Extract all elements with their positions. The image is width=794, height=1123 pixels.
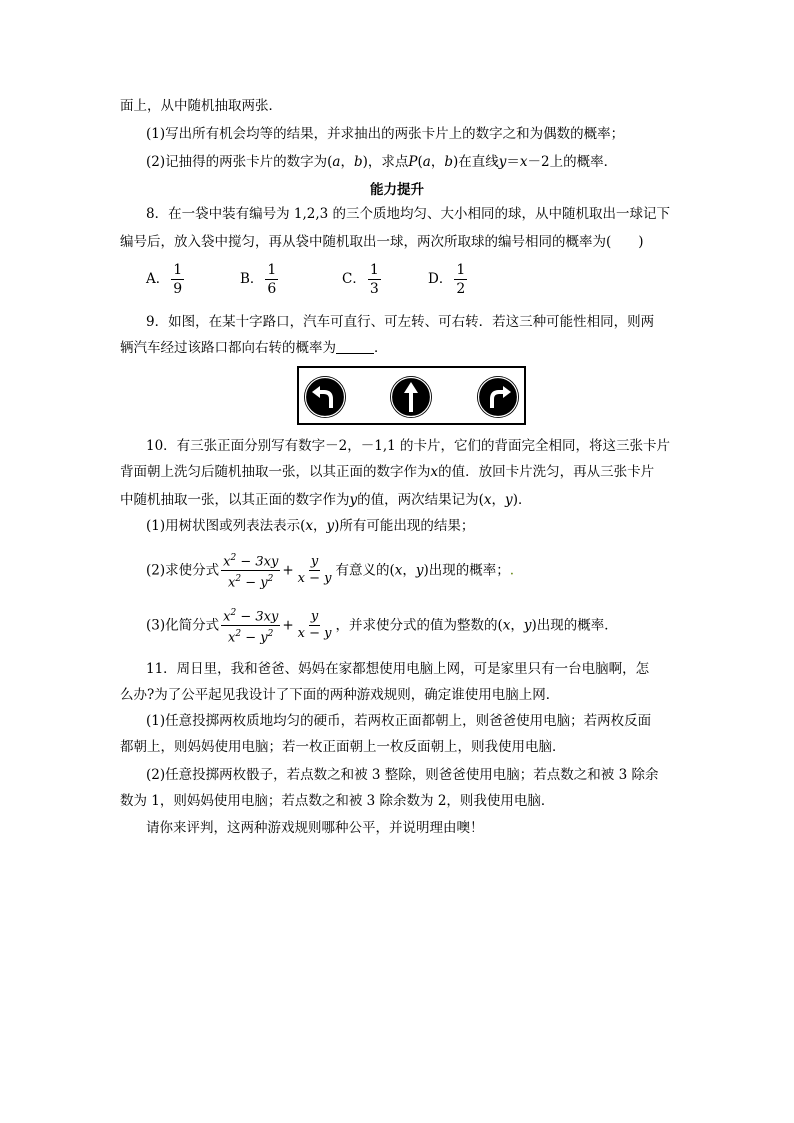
q10-part1: (1)用树状图或列表法表示(x，y)所有可能出现的结果； — [146, 518, 475, 534]
q10-line3: 中随机抽取一张，以其正面的数字作为y的值，两次结果记为(x，y)． — [120, 492, 532, 508]
fraction-expression-1: $\frac{x^2 - 3xy}{x^2 - y^2}$ — [221, 550, 280, 592]
traffic-signs-figure — [297, 366, 526, 425]
q8-option-a: A． $\frac{1}{9}$ — [146, 262, 183, 297]
q9-line2: 辆汽车经过该路口都向右转的概率为 ． — [120, 340, 388, 356]
right-turn-sign-icon — [476, 375, 520, 419]
fraction-expression-3: $\frac{x^2 - 3xy}{x^2 - y^2}$ — [221, 605, 280, 647]
q11-part2-line2: 数为 1，则妈妈使用电脑；若点数之和被 3 除余数为 2，则我使用电脑． — [120, 793, 555, 809]
left-turn-sign-icon — [303, 375, 347, 419]
q11-part1-line1: (1)任意投掷两枚质地均匀的硬币，若两枚正面都朝上，则爸爸使用电脑；若两枚反面 — [146, 713, 652, 729]
q8-option-b: B． $\frac{1}{6}$ — [240, 262, 277, 297]
q11-part1-line2: 都朝上，则妈妈使用电脑；若一枚正面朝上一枚反面朝上，则我使用电脑． — [120, 739, 566, 755]
q10-line2: 背面朝上洗匀后随机抽取一张，以其正面的数字作为x的值．放回卡片洗匀，再从三张卡片 — [120, 464, 655, 480]
q10-part3: (3)化简分式 $\frac{x^2 - 3xy}{x^2 - y^2}$ + $\frac{y}{x - y}$ ，并求使分式的值为整数的(x，y)出现的概率． — [146, 605, 618, 647]
q11-part2-line1: (2)任意投掷两枚骰子，若点数之和被 3 整除，则爸爸使用电脑；若点数之和被 3 除余 — [146, 767, 659, 783]
answer-blank[interactable] — [336, 339, 374, 354]
q11-line2: 么办?为了公平起见我设计了下面的两种游戏规则，确定谁使用电脑上网． — [120, 687, 560, 703]
q11-line1: 11．周日里，我和爸爸、妈妈在家都想使用电脑上网，可是家里只有一台电脑啊，怎 — [146, 661, 650, 677]
straight-arrow-sign-icon — [389, 375, 433, 419]
q7-part2: (2)记抽得的两张卡片的数字为(a，b)，求点P(a，b)在直线y＝x－2上的概率． — [146, 154, 618, 170]
fraction-expression-2: $\frac{y}{x - y}$ — [297, 554, 332, 587]
q8-line2: 编号后，放入袋中搅匀，再从袋中随机取出一球，两次所取球的编号相同的概率为( ) — [120, 234, 644, 250]
q11-ask: 请你来评判，这两种游戏规则哪种公平，并说明理由噢！ — [146, 820, 484, 836]
section-title: 能力提升 — [370, 182, 424, 198]
q8-option-c: C． $\frac{1}{3}$ — [342, 262, 379, 297]
q7-intro-tail: 面上，从中随机抽取两张． — [120, 98, 282, 114]
q8-option-d: D． $\frac{1}{2}$ — [428, 262, 466, 297]
q10-line1: 10．有三张正面分别写有数字－2，－1,1 的卡片，它们的背面完全相同，将这三张卡片 — [146, 438, 671, 454]
fraction-expression-4: $\frac{y}{x - y}$ — [297, 609, 332, 642]
q7-part1: (1)写出所有机会均等的结果，并求抽出的两张卡片上的数字之和为偶数的概率； — [146, 126, 625, 142]
q9-line1: 9．如图，在某十字路口，汽车可直行、可左转、可右转．若这三种可能性相同，则两 — [146, 314, 655, 330]
q10-part2: (2)求使分式 $\frac{x^2 - 3xy}{x^2 - y^2}$ + $\frac{y}{x - y}$ 有意义的(x，y)出现的概率；. — [146, 550, 514, 592]
q8-line1: 8．在一袋中装有编号为 1,2,3 的三个质地均匀、大小相同的球，从中随机取出一球记下 — [146, 206, 671, 222]
